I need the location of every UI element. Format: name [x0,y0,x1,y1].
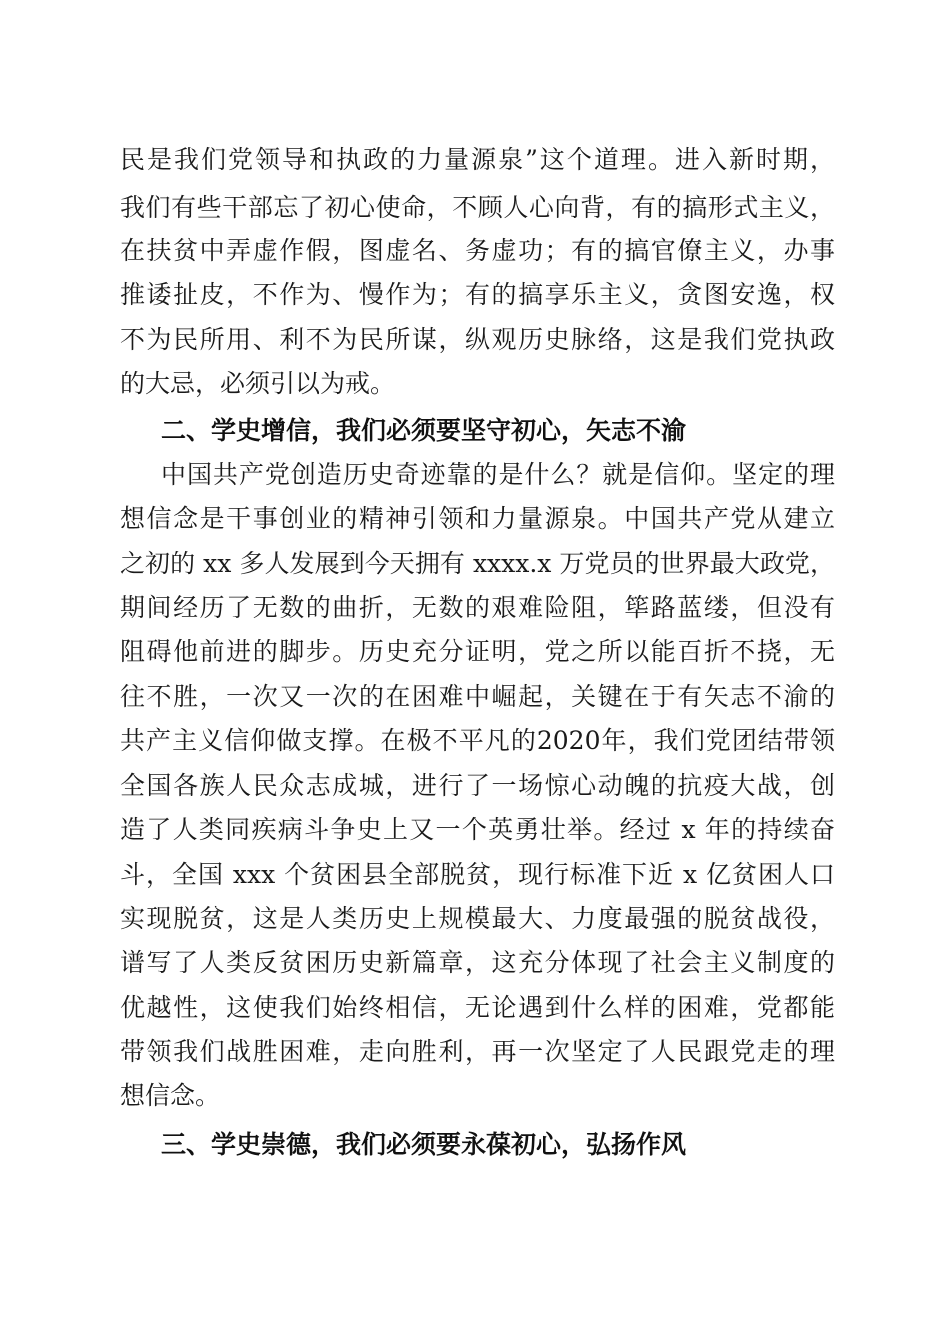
paragraph-line: 期间经历了无数的曲折，无数的艰难险阻，筚路蓝缕，但没有 [120,593,835,622]
paragraph-line: 想信念。 [120,1081,221,1110]
paragraph-line: 之初的 xx 多人发展到今天拥有 xxxx.x 万党员的世界最大政党， [120,549,835,578]
paragraph-line: 我们有些干部忘了初心使命，不顾人心向背，有的搞形式主义， [120,193,835,222]
paragraph-line: 在扶贫中弄虚作假，图虚名、务虚功；有的搞官僚主义，办事 [120,236,835,265]
paragraph-line: 不为民所用、利不为民所谋，纵观历史脉络，这是我们党执政 [120,325,835,354]
paragraph-line: 推诿扯皮，不作为、慢作为；有的搞享乐主义，贪图安逸，权 [120,280,835,309]
paragraph-line: 优越性，这使我们始终相信，无论遇到什么样的困难，党都能 [120,993,835,1022]
paragraph-line: 的大忌，必须引以为戒。 [120,369,396,398]
paragraph-line: 共产主义信仰做支撑。在极不平凡的2020年，我们党团结带领 [120,726,835,755]
paragraph-line: 斗，全国 xxx 个贫困县全部脱贫，现行标准下近 x 亿贫困人口 [120,860,835,889]
section-heading-3: 三、学史崇德，我们必须要永葆初心，弘扬作风 [161,1130,687,1159]
paragraph-line: 中国共产党创造历史奇迹靠的是什么？就是信仰。坚定的理 [161,460,835,489]
paragraph-line: 民是我们党领导和执政的力量源泉”这个道理。进入新时期， [120,145,835,174]
paragraph-line: 全国各族人民众志成城，进行了一场惊心动魄的抗疫大战，创 [120,771,835,800]
paragraph-line: 往不胜，一次又一次的在困难中崛起，关键在于有矢志不渝的 [120,682,835,711]
paragraph-line: 带领我们战胜困难，走向胜利，再一次坚定了人民跟党走的理 [120,1037,835,1066]
paragraph-line: 阻碍他前进的脚步。历史充分证明，党之所以能百折不挠，无 [120,637,835,666]
paragraph-line: 实现脱贫，这是人类历史上规模最大、力度最强的脱贫战役， [120,904,835,933]
section-heading-2: 二、学史增信，我们必须要坚守初心，矢志不渝 [161,416,687,445]
paragraph-line: 谱写了人类反贫困历史新篇章，这充分体现了社会主义制度的 [120,948,835,977]
paragraph-line: 想信念是干事创业的精神引领和力量源泉。中国共产党从建立 [120,504,835,533]
paragraph-line: 造了人类同疾病斗争史上又一个英勇壮举。经过 x 年的持续奋 [120,815,835,844]
